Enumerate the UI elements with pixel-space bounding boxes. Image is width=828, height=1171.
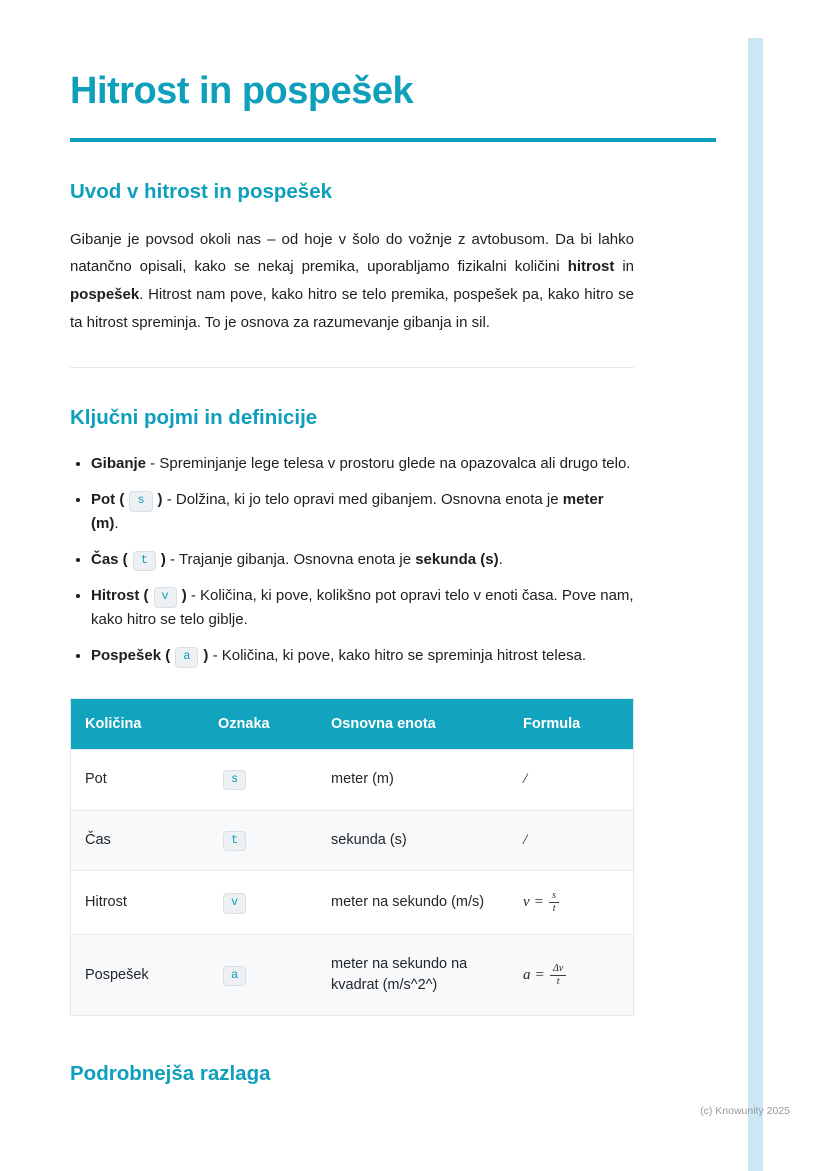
formula-equals: = (534, 894, 544, 911)
table-cell-oznaka (204, 810, 317, 871)
document-content (70, 0, 634, 1086)
table-cell-formula: / (509, 810, 634, 871)
paragraph-text: Gibanje je povsod okoli nas – od hoje v šolo do vožnje z avtobusom. Da bi lahko natančno opisali, kako se nekaj premika, uporabljamo fizikalni količini (70, 230, 634, 276)
copyright-notice: (c) Knowunity 2025 (700, 1105, 790, 1117)
table-header-row (71, 698, 634, 749)
list-item-hitrost (91, 584, 634, 631)
table-row-pot (71, 749, 634, 810)
fraction-numerator: s (549, 890, 559, 903)
term-definition: - Trajanje gibanja. Osnovna enota je (165, 550, 416, 568)
table-cell-enota: meter (m) (317, 749, 509, 810)
term-definition-tail: . (498, 550, 503, 568)
bold-term: hitrost (567, 258, 615, 276)
intro-paragraph (70, 226, 634, 337)
quantities-table (70, 698, 634, 1017)
symbol-chip-t: t (223, 831, 246, 852)
table-row-cas (71, 810, 634, 871)
formula-fraction (549, 890, 559, 915)
table-cell-oznaka (204, 749, 317, 810)
col-header-formula: Formula (509, 698, 634, 749)
formula-lhs: v (523, 894, 530, 911)
symbol-chip-v: v (154, 587, 177, 608)
symbol-chip-a: a (175, 647, 198, 668)
section-heading-uvod: Uvod v hitrost in pospešek (70, 179, 332, 203)
term-label-close: ) (157, 490, 163, 508)
term-definition: - Spreminjanje lege telesa v prostoru glede na opazovalca ali drugo telo. (146, 454, 631, 472)
term-label: Pot ( (91, 490, 125, 508)
symbol-chip-v: v (223, 893, 246, 914)
table-cell-kolicina: Pot (71, 749, 205, 810)
fraction-denominator: t (552, 903, 556, 915)
symbol-chip-t: t (133, 551, 156, 572)
term-definition: - Količina, ki pove, kako hitro se spreminja hitrost telesa. (208, 647, 587, 665)
fraction-denominator: t (556, 975, 560, 987)
term-definition-tail: . (114, 514, 119, 532)
list-item-pospesek (91, 644, 634, 668)
bold-term: sekunda (s) (415, 550, 499, 568)
page-title: Hitrost in pospešek (70, 70, 414, 112)
term-label-close: ) (181, 587, 187, 605)
bold-term: meter (m) (91, 490, 604, 532)
term-label: Pospešek ( (91, 647, 171, 665)
term-label-close: ) (203, 647, 209, 665)
term-definition: - Dolžina, ki jo telo opravi med gibanjem. Osnovna enota je (162, 490, 563, 508)
formula-equals: = (535, 966, 544, 983)
table-cell-kolicina: Čas (71, 810, 205, 871)
table-cell-kolicina: Hitrost (71, 871, 205, 935)
table-cell-formula (509, 935, 634, 1016)
col-header-enota: Osnovna enota (317, 698, 509, 749)
list-item-pot (91, 488, 634, 535)
term-label: Gibanje (91, 454, 147, 472)
formula-fraction (550, 963, 566, 988)
table-cell-enota: sekunda (s) (317, 810, 509, 871)
term-definition: - Količina, ki pove, kolikšno pot opravi telo v enoti časa. Pove nam, kako hitro se telo giblje. (91, 587, 634, 628)
table-cell-enota: meter na sekundo (m/s) (317, 871, 509, 935)
paragraph-text: . Hitrost nam pove, kako hitro se telo premika, pospešek pa, kako hitro se ta hitrost spreminja. To je osnova za razumevanje gibanja in sil. (70, 286, 634, 331)
term-label: Hitrost ( (91, 587, 149, 605)
section-heading-pojmi: Ključni pojmi in definicije (70, 405, 318, 429)
table-cell-oznaka (204, 935, 317, 1016)
term-label: Čas ( (91, 550, 128, 568)
table-cell-formula: / (509, 749, 634, 810)
section-heading-podrobnejsa: Podrobnejša razlaga (70, 1062, 271, 1086)
term-label-close: ) (160, 550, 166, 568)
table-row-hitrost (71, 871, 634, 935)
fraction-numerator: Δv (550, 963, 566, 976)
symbol-chip-s: s (223, 770, 246, 791)
col-header-kolicina: Količina (71, 698, 205, 749)
section-divider (70, 367, 634, 368)
list-item-cas (91, 548, 634, 572)
bold-term: pospešek (70, 286, 140, 304)
definitions-list (70, 452, 634, 668)
title-underline (70, 138, 716, 142)
table-cell-formula (509, 871, 634, 935)
list-item-gibanje (91, 452, 634, 475)
table-cell-enota: meter na sekundo na kvadrat (m/s^2^) (317, 935, 509, 1016)
table-row-pospesek (71, 935, 634, 1016)
table-cell-oznaka (204, 871, 317, 935)
paragraph-text: in (614, 258, 634, 276)
table-cell-kolicina: Pospešek (71, 935, 205, 1016)
col-header-oznaka: Oznaka (204, 698, 317, 749)
formula-lhs: a (523, 966, 531, 983)
symbol-chip-s: s (129, 491, 152, 512)
right-edge-strip (748, 38, 763, 1171)
symbol-chip-a: a (223, 966, 246, 987)
